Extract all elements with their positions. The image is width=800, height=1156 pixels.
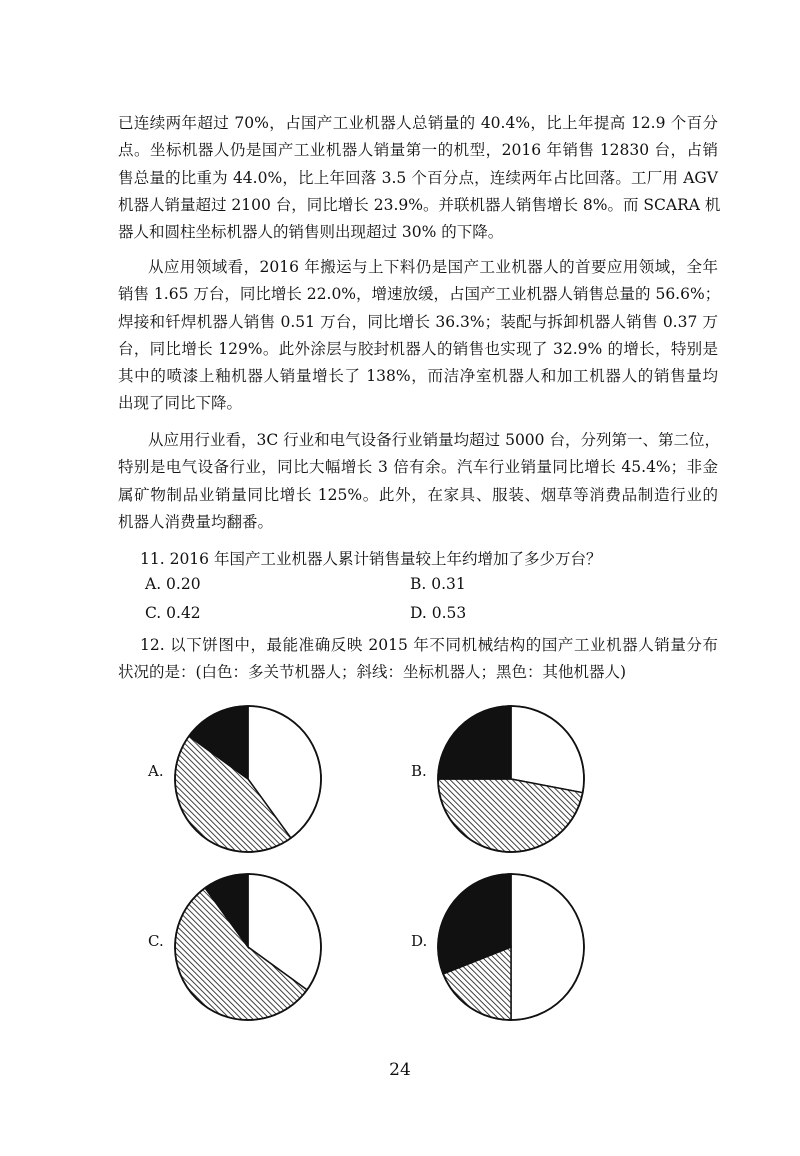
pie-slice-hatched <box>438 779 583 852</box>
paragraph-1 <box>118 110 721 246</box>
pie-slice-black <box>438 706 511 779</box>
paragraph-line: 销售 1.65 万台，同比增长 22.0%，增速放缓，占国产工业机器人销售总量的 56.6%； <box>118 285 721 304</box>
question-11-option-d[interactable]: D. 0.53 <box>410 604 467 622</box>
pie-slice-white <box>511 706 584 793</box>
paragraph-line: 机器人销量超过 2100 台，同比增长 23.9%。并联机器人销售增长 8%。而 SCARA 机 <box>118 195 721 214</box>
question-11-option-b[interactable]: B. 0.31 <box>410 575 466 593</box>
paragraph-line: 从应用领域看，2016 年搬运与上下料仍是国产工业机器人的首要应用领域，全年 <box>148 258 718 276</box>
paragraph-line: 焊接和钎焊机器人销售 0.51 万台，同比增长 36.3%；装配与拆卸机器人销售 0.37 万 <box>118 312 718 331</box>
question-12-line-1: 12. 以下饼图中，最能准确反映 2015 年不同机械结构的国产工业机器人销量分布 <box>140 636 718 654</box>
paragraph-line: 台，同比增长 129%。此外涂层与胶封机器人的销售也实现了 32.9% 的增长，特别是 <box>118 339 718 358</box>
pie-slice-white <box>511 874 584 1020</box>
page-number: 24 <box>389 1060 411 1080</box>
paragraph-line: 点。坐标机器人仍是国产工业机器人销量第一的机型，2016 年销售 12830 台，占销 <box>118 141 718 160</box>
paragraph-line: 特别是电气设备行业，同比大幅增长 3 倍有余。汽车行业销量同比增长 45.4%；非金 <box>118 458 718 477</box>
pie-chart-c[interactable] <box>172 871 324 1023</box>
question-12-line-2: 状况的是：(白色：多关节机器人；斜线：坐标机器人；黑色：其他机器人) <box>118 663 627 681</box>
paragraph-line: 已连续两年超过 70%，占国产工业机器人总销量的 40.4%，比上年提高 12.9 个百分 <box>118 114 718 132</box>
paragraph-line: 其中的喷漆上釉机器人销量增长了 138%，而洁净室机器人和加工机器人的销售量均 <box>118 367 718 386</box>
question-11-option-a[interactable]: A. 0.20 <box>145 575 201 593</box>
question-11-option-c[interactable]: C. 0.42 <box>145 604 201 622</box>
pie-a-label: A. <box>148 762 164 780</box>
paragraph-line: 从应用行业看，3C 行业和电气设备行业销量均超过 5000 台，分列第一、第二位， <box>148 431 720 449</box>
pie-c-label: C. <box>148 932 164 950</box>
paragraph-3 <box>118 427 718 536</box>
pie-b-label: B. <box>411 762 427 780</box>
paragraph-line: 器人和圆柱坐标机器人的销售则出现超过 30% 的下降。 <box>118 223 504 242</box>
pie-d-label: D. <box>411 932 428 950</box>
pie-chart-a[interactable] <box>172 703 324 855</box>
paragraph-line: 出现了同比下降。 <box>118 394 243 413</box>
paragraph-2 <box>118 254 721 418</box>
paragraph-line: 售总量的比重为 44.0%，比上年回落 3.5 个百分点，连续两年占比回落。工厂用 AGV <box>118 168 718 187</box>
paragraph-line: 机器人消费量均翻番。 <box>118 512 274 531</box>
paragraph-line: 属矿物制品业销量同比增长 125%。此外，在家具、服装、烟草等消费品制造行业的 <box>118 485 718 504</box>
question-11-text: 11. 2016 年国产工业机器人累计销售量较上年约增加了多少万台？ <box>140 550 602 568</box>
pie-chart-d[interactable] <box>435 871 587 1023</box>
pie-chart-b[interactable] <box>435 703 587 855</box>
